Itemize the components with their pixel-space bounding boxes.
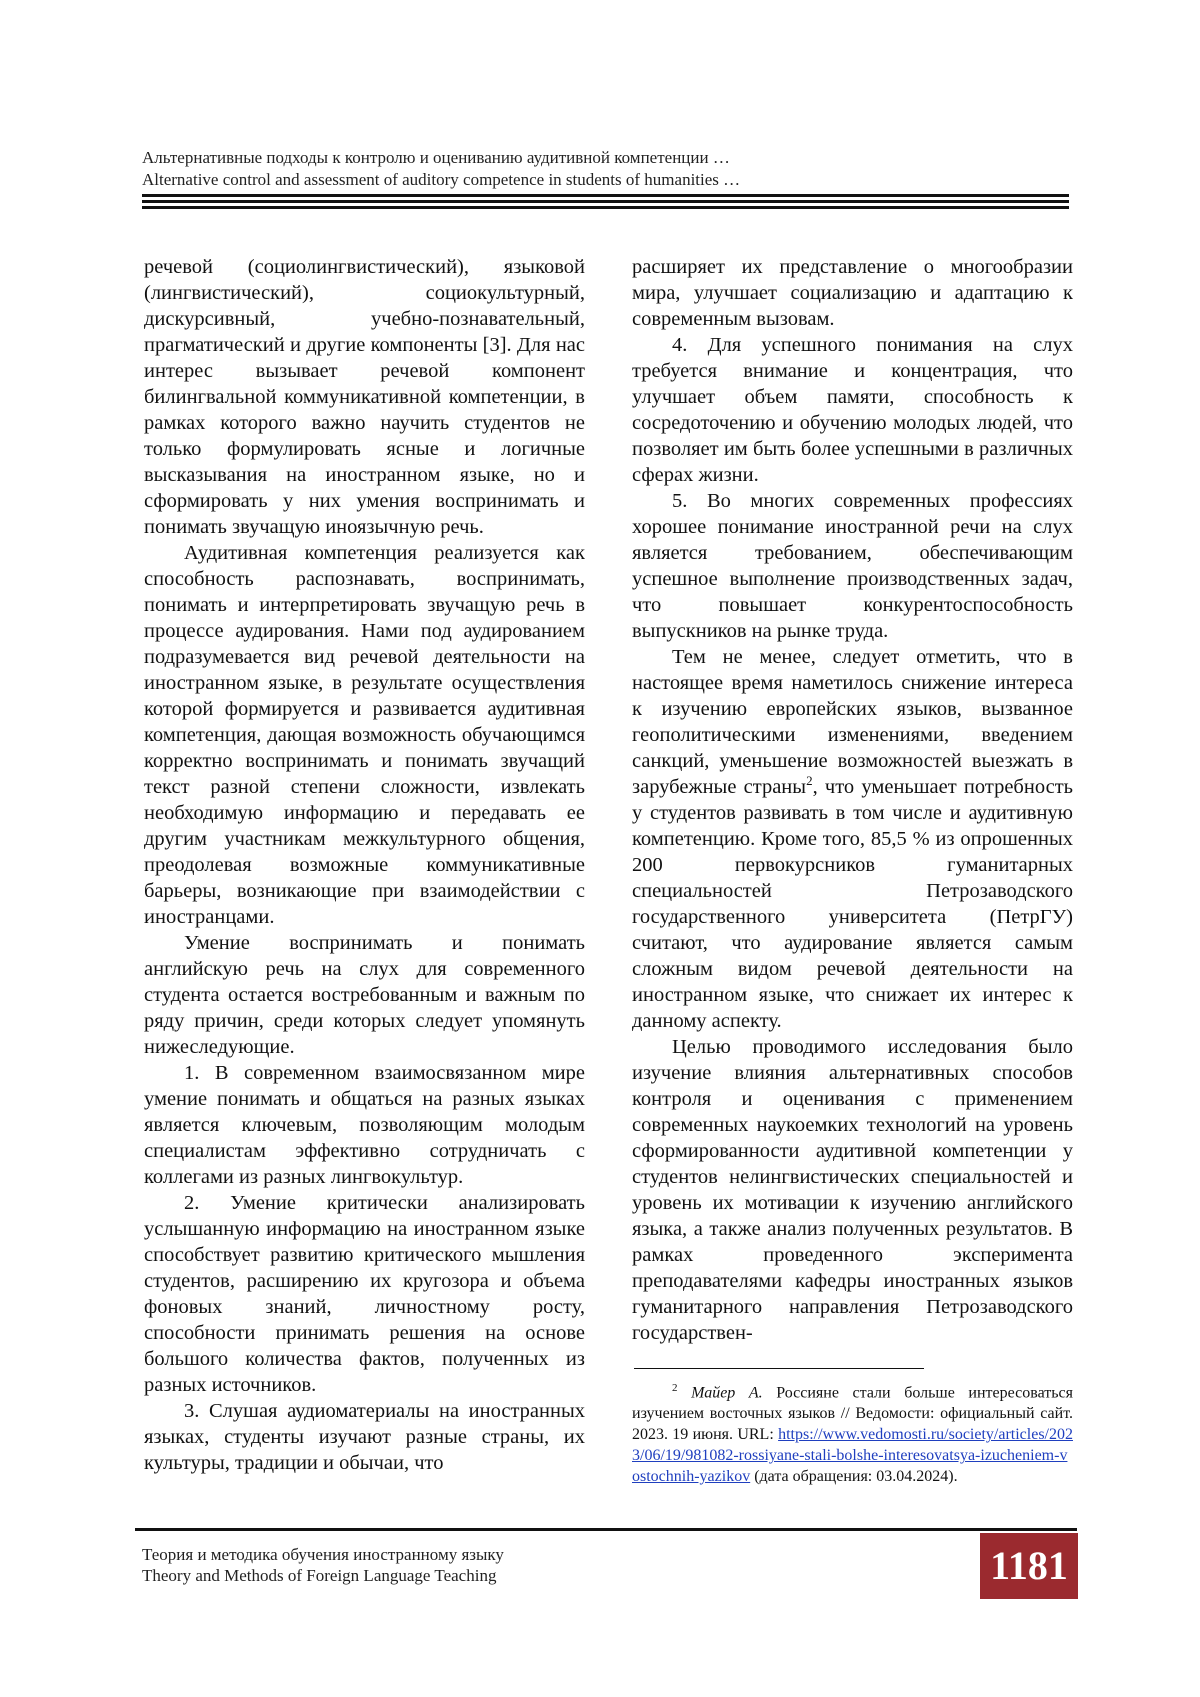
- list-item: 5. Во многих современных профессиях хорошее понимание иностранной речи на слух является требованием, обеспечивающим успешное выполнение производственных задач, что повышает конкурентоспособность выпускников на рынке труда.: [632, 490, 1073, 642]
- journal-footer: [142, 1544, 504, 1586]
- footer-rule: [135, 1528, 1077, 1531]
- header-rule-2: [142, 200, 1069, 203]
- paragraph-text: Тем не менее, следует отметить, что в настоящее время наметилось снижение интереса к изучению европейских языков, вызванное геополитическими изменениями, введением санкций, уменьшение возможностей выезжать в зарубежные страны: [632, 646, 1073, 798]
- paragraph: [632, 644, 1073, 1034]
- paragraph: Аудитивная компетенция реализуется как способность распознавать, воспринимать, понимать и интерпретировать звучащую речь в процессе аудирования. Нами под аудированием подразумевается вид речевой деятельности на иностранном языке, в результате осуществления которой формируется и развивается аудитивная компетенция, дающая возможность обучающимся корректно воспринимать и понимать звучащий текст разной степени сложности, извлекать необходимую информацию и передавать ее другим участникам межкультурного общения, преодолевая возможные коммуникативные барьеры, возникающие при взаимодействии с иностранцами.: [144, 542, 585, 928]
- footnote-access-date: (дата обращения: 03.04.2024).: [754, 1468, 958, 1486]
- footnote-divider: [634, 1368, 924, 1369]
- list-item: 4. Для успешного понимания на слух требуется внимание и концентрация, что улучшает объем памяти, способность к сосредоточению и обучению молодых людей, что позволяет им быть более успешными в различных сферах жизни.: [632, 334, 1073, 486]
- footnote-number: 2: [672, 1382, 678, 1394]
- running-header-en: Alternative control and assessment of auditory competence in students of humanities …: [142, 170, 741, 189]
- left-column: [144, 254, 585, 1476]
- journal-title-ru: Теория и методика обучения иностранному языку: [142, 1545, 504, 1564]
- paragraph: расширяет их представление о многообразии мира, улучшает социализацию и адаптацию к современным вызовам.: [632, 256, 1073, 330]
- footnote-text: [632, 1378, 1073, 1487]
- footnote: [632, 1378, 1073, 1487]
- page-number: 1181: [980, 1533, 1078, 1599]
- paragraph: Целью проводимого исследования было изучение влияния альтернативных способов контроля и оценивания с применением современных наукоемких технологий на уровень сформированности аудитивной компетенции у студентов нелингвистических специальностей и уровень их мотивации к изучению английского языка, а также анализ полученных результатов. В рамках проведенного эксперимента преподавателями кафедры иностранных языков гуманитарного направления Петрозаводского государствен-: [632, 1036, 1073, 1344]
- header-triple-rule: [142, 194, 1069, 212]
- footnote-author: Майер А.: [691, 1384, 763, 1402]
- journal-title-en: Theory and Methods of Foreign Language Teaching: [142, 1566, 497, 1585]
- paragraph-text: , что уменьшает потребность у студентов развивать в том числе и аудитивную компетенцию. Кроме того, 85,5 % из опрошенных 200 первокурсников гуманитарных специальностей Петрозаводского государственного университета (ПетрГУ) считают, что аудирование является самым сложным видом речевой деятельности на иностранном языке, что снижает их интерес к данному аспекту.: [632, 776, 1074, 1032]
- footnote-body: Россияне стали больше интересоваться изучением восточных языков // Ведомости: официальный сайт. 2023. 19 июня. URL:: [632, 1384, 1074, 1444]
- footnote-marker[interactable]: 2: [806, 773, 813, 789]
- right-column: [632, 254, 1073, 1346]
- paragraph: Умение воспринимать и понимать английскую речь на слух для современного студента остается востребованным и важным по ряду причин, среди которых следует упомянуть нижеследующие.: [144, 932, 585, 1058]
- header-rule-3: [142, 206, 1069, 209]
- running-header-ru: Альтернативные подходы к контролю и оцениванию аудитивной компетенции …: [142, 148, 730, 167]
- list-item: 1. В современном взаимосвязанном мире умение понимать и общаться на разных языках является ключевым, позволяющим молодым специалистам эффективно сотрудничать с коллегами из разных лингвокультур.: [144, 1062, 585, 1188]
- running-header: [142, 147, 1062, 191]
- header-rule-1: [142, 194, 1069, 197]
- list-item: 2. Умение критически анализировать услышанную информацию на иностранном языке способствует развитию критического мышления студентов, расширению их кругозора и объема фоновых знаний, личностному росту, способности принимать решения на основе большого количества фактов, полученных из разных источников.: [144, 1192, 585, 1396]
- list-item: 3. Слушая аудиоматериалы на иностранных языках, студенты изучают разные страны, их культуры, традиции и обычаи, что: [144, 1400, 585, 1474]
- paragraph: речевой (социолингвистический), языковой (лингвистический), социокультурный, дискурсивный, учебно-познавательный, прагматический и другие компоненты [3]. Для нас интерес вызывает речевой компонент билингвальной коммуникативной компетенции, в рамках которого важно научить студентов не только формулировать ясные и логичные высказывания на иностранном языке, но и сформировать у них умения воспринимать и понимать звучащую иноязычную речь.: [144, 256, 585, 538]
- footnote-url-link[interactable]: https://www.vedomosti.ru/society/articles/2023/06/19/981082-rossiyane-stali-bolshe-interesovatsya-izucheniem-vostochnih-yazikov: [632, 1426, 1073, 1486]
